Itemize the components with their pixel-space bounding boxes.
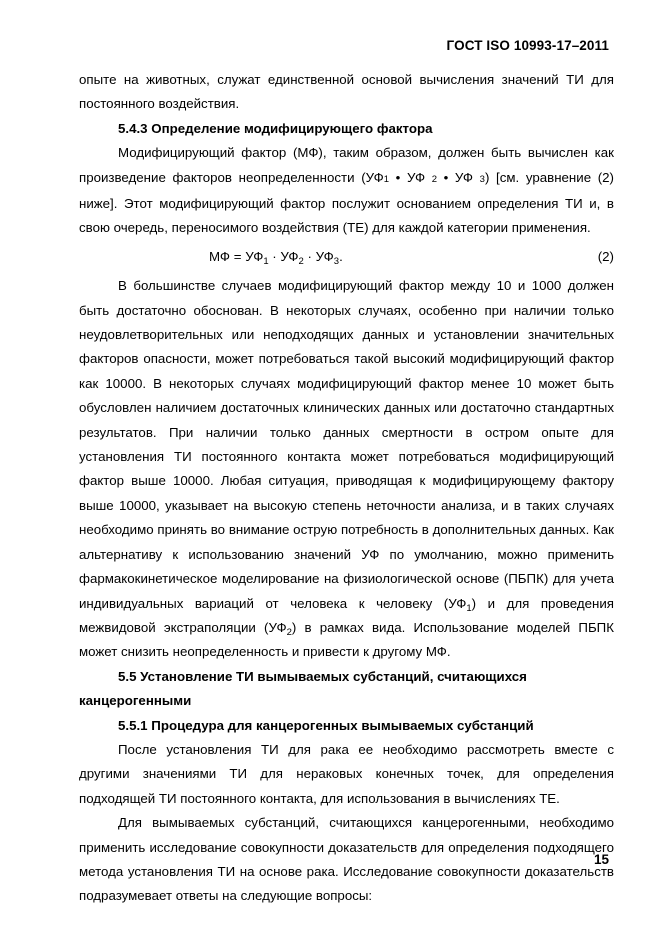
subscript: 1: [383, 173, 390, 185]
subscript: 2: [431, 173, 437, 185]
subscript: 3: [479, 173, 485, 185]
section-heading-5-4-3: 5.4.3 Определение модифицирующего фактора: [118, 120, 433, 136]
text-run: В большинстве случаев модифицирующий фактор между 10 и 1000 должен быть достаточно обоснован. В некоторых случаях, особенно при наличии только неудовлетворительных или неподходящих данных и установлении значительных факторов опасности, может потребоваться такой высокий модифицирующий фактор как 10000. В некоторых случаях модифицирующий фактор менее 10 может быть обусловлен наличием достаточных клинических данных или достаточно стандартных результатов. При наличии только данных смертности в остром опыте для установления ТИ постоянного контакта может потребоваться модифицирующий фактор выше 10000. Любая ситуация, приводящая к модифицирующему фактору выше 10000, указывает на высокую степень неточности анализа, и в таких случаях необходимо принять во внимание острую потребность в дополнительных данных. Как альтернативу к использованию значений УФ по умолчанию, можно применить фармакокинетическое моделирование на физиологической основе (ПБПК) для учета индивидуальных вариаций от человека к человеку (УФ: [79, 278, 614, 611]
text-run: • УФ: [437, 169, 480, 185]
equation-number: (2): [597, 248, 614, 264]
paragraph-carcinogenic-substances: Для вымываемых субстанций, считающихся канцерогенными, необходимо применить исследование совокупности доказательств для определения подходящего метода установления ТИ на основе рака. Исследование совокупности доказательств подразумевает ответы на следующие вопросы:: [79, 815, 614, 904]
equation-expression: [209, 245, 343, 269]
text-run: ) и для проведения межвидовой экстраполяции (УФ: [79, 595, 614, 635]
eq-text: · УФ: [303, 248, 334, 264]
section-heading-5-5: 5.5 Установление ТИ вымываемых субстанций, считающихся канцерогенными: [79, 668, 527, 709]
eq-text: МФ = УФ: [209, 248, 264, 264]
page-number: 15: [593, 852, 609, 867]
eq-text: · УФ: [268, 248, 299, 264]
text-run: ) в рамках вида. Использование моделей ПБПК может снизить неопределенность и привести к другому МФ.: [79, 619, 614, 660]
continued-paragraph: опыте на животных, служат единственной основой вычисления значений ТИ для постоянного воздействия.: [79, 72, 614, 112]
eq-subscript: 1: [263, 255, 269, 267]
text-run: Модифицирующий фактор (МФ), таким образом, должен быть вычислен как произведение факторов неопределенности (УФ: [79, 145, 614, 185]
subscript: 1: [466, 602, 472, 614]
equation-2: [79, 245, 614, 269]
document-header: ГОСТ ISO 10993-17–2011: [446, 38, 609, 53]
paragraph-modifying-factor-range: [79, 274, 614, 665]
eq-subscript: 3: [333, 255, 340, 267]
eq-subscript: 2: [298, 255, 304, 267]
eq-text: .: [339, 248, 343, 264]
text-run: • УФ: [389, 169, 432, 185]
subscript: 2: [286, 626, 292, 638]
section-heading-5-5-1: 5.5.1 Процедура для канцерогенных вымываемых субстанций: [118, 717, 534, 733]
document-body: [79, 68, 614, 909]
paragraph-modifying-factor: [79, 141, 614, 241]
text-run: ) [см. уравнение (2) ниже]. Этот модифицирующий фактор послужит основанием определения ТИ и, в свою очередь, переносимого воздействия (ТЕ) для каждой категории применения.: [79, 169, 614, 236]
paragraph-after-establishment: После установления ТИ для рака ее необходимо рассмотреть вместе с другими значениями ТИ для нераковых конечных точек, для определения подходящей ТИ постоянного контакта, для использования в вычислениях ТЕ.: [79, 741, 614, 806]
